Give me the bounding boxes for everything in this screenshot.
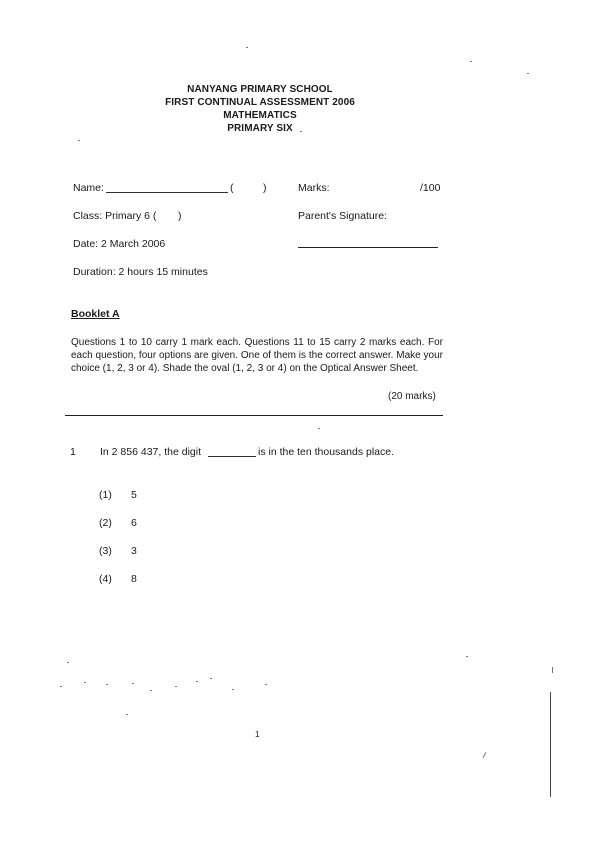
scan-speck [210, 678, 212, 679]
question-text-after: is in the ten thousands place. [258, 446, 395, 458]
name-blank [106, 182, 228, 193]
scan-speck [483, 752, 487, 758]
option-1-value: 5 [131, 489, 137, 501]
option-2-value: 6 [131, 517, 137, 529]
assessment-title: FIRST CONTINUAL ASSESSMENT 2006 [165, 97, 355, 108]
option-1-number: (1) [99, 489, 112, 501]
option-3-value: 3 [131, 545, 137, 557]
page-number: 1 [255, 730, 260, 739]
scan-speck [527, 73, 529, 74]
answer-blank [208, 446, 256, 457]
option-2-number: (2) [99, 517, 112, 529]
parent-signature-label: Parent's Signature: [298, 210, 387, 222]
scan-speck [246, 47, 248, 48]
scan-speck [84, 682, 86, 683]
date-text: Date: 2 March 2006 [73, 238, 166, 250]
class-close-paren: ) [178, 210, 182, 222]
scan-speck [265, 684, 267, 685]
scan-speck [150, 690, 152, 691]
booklet-title: Booklet A [71, 308, 120, 320]
question-text-before: In 2 856 437, the digit [100, 446, 201, 458]
marks-label: Marks: [298, 182, 330, 194]
subject-title: MATHEMATICS [223, 110, 297, 121]
scan-speck [466, 656, 468, 657]
booklet-total-marks: (20 marks) [388, 391, 436, 402]
booklet-instructions: Questions 1 to 10 carry 1 mark each. Questions 11 to 15 carry 2 marks each. For each question, four options are given. One of them is the correct answer. Make your choice (1, 2, 3 or 4). Shade the oval (1, 2, 3 or 4) on the Optical Answer Sheet. [71, 337, 443, 375]
scan-speck [175, 686, 177, 687]
level-title: PRIMARY SIX [227, 123, 293, 134]
scan-speck [67, 662, 69, 663]
signature-line [298, 247, 438, 248]
marks-total: /100 [420, 182, 441, 194]
scan-speck [78, 140, 80, 141]
question-number: 1 [70, 446, 76, 458]
scan-speck [196, 681, 198, 682]
class-label: Class: Primary 6 ( [73, 210, 157, 222]
duration-text: Duration: 2 hours 15 minutes [73, 266, 208, 278]
scan-speck [60, 686, 62, 687]
school-name: NANYANG PRIMARY SCHOOL [187, 84, 333, 95]
option-4-value: 8 [131, 573, 137, 585]
index-close-paren: ) [263, 182, 267, 194]
scan-speck [126, 714, 128, 715]
name-label: Name: [73, 182, 104, 194]
scan-speck [552, 667, 553, 673]
scan-edge-line [550, 692, 551, 797]
section-divider [65, 415, 443, 416]
scan-speck [470, 61, 472, 62]
index-open-paren: ( [230, 182, 234, 194]
scan-speck [132, 683, 134, 684]
scan-speck [106, 684, 108, 685]
option-3-number: (3) [99, 545, 112, 557]
scan-speck [300, 131, 302, 132]
scan-speck [232, 689, 234, 690]
scan-speck [318, 428, 320, 429]
option-4-number: (4) [99, 573, 112, 585]
